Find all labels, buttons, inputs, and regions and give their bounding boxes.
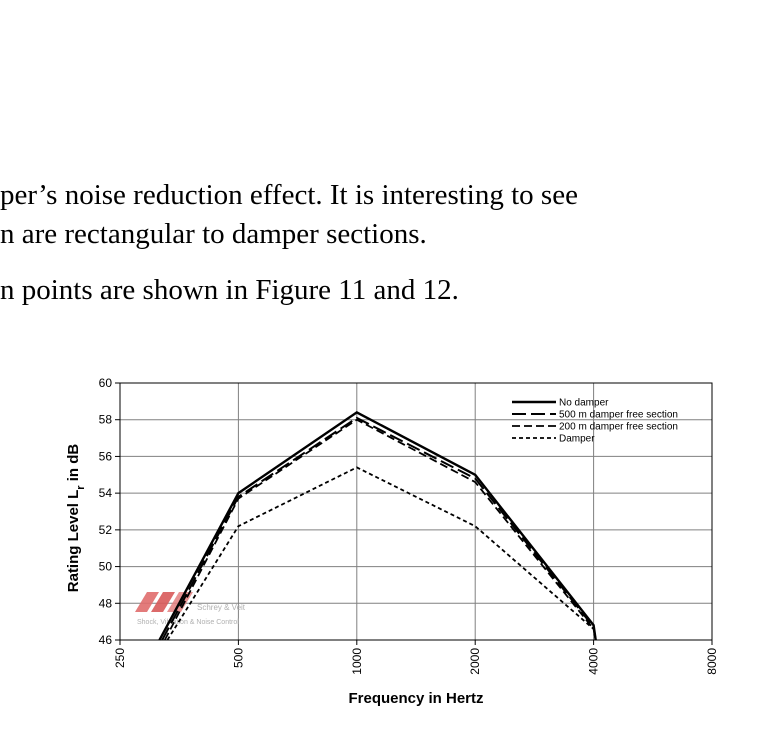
y-axis-title (65, 444, 87, 593)
paragraph-line-1: per’s noise reduction effect. It is interesting to see (0, 179, 578, 211)
x-tick-label: 2000 (468, 648, 483, 675)
x-tick-label: 500 (231, 648, 246, 669)
x-axis-ticks (113, 640, 719, 675)
x-tick-label: 1000 (349, 648, 364, 675)
x-axis-title: Frequency in Hertz (348, 690, 484, 707)
y-tick-label: 58 (98, 412, 112, 427)
legend-label-3: 200 m damper free section (559, 421, 678, 433)
logo-tagline: Shock, Vibration & Noise Control (137, 619, 239, 626)
y-tick-label: 52 (98, 522, 112, 537)
x-tick-label: 8000 (705, 648, 719, 675)
y-axis-title-main: Rating Level L (65, 489, 82, 593)
schrey-veit-logo (135, 592, 246, 626)
y-tick-label: 56 (98, 449, 112, 464)
y-tick-label: 46 (98, 633, 112, 647)
y-tick-label: 48 (98, 596, 112, 611)
legend-label-4: Damper (559, 433, 595, 445)
paragraph-line-2: n are rectangular to damper sections. (0, 218, 427, 250)
chart-legend (512, 398, 678, 445)
x-tick-label: 4000 (586, 648, 601, 675)
y-tick-label: 60 (98, 376, 112, 390)
paragraph-line-3: n points are shown in Figure 11 and 12. (0, 274, 459, 306)
legend-label-2: 500 m damper free section (559, 409, 678, 421)
x-tick-label: 250 (113, 648, 127, 669)
legend-label-1: No damper (559, 397, 609, 409)
logo-brand: Schrey & Veit (197, 603, 246, 612)
y-tick-label: 54 (98, 486, 112, 501)
y-axis-title-unit: in dB (65, 443, 82, 486)
y-axis-ticks (99, 376, 120, 647)
y-tick-label: 50 (98, 559, 112, 574)
y-axis-title-subscript: r (75, 485, 87, 490)
